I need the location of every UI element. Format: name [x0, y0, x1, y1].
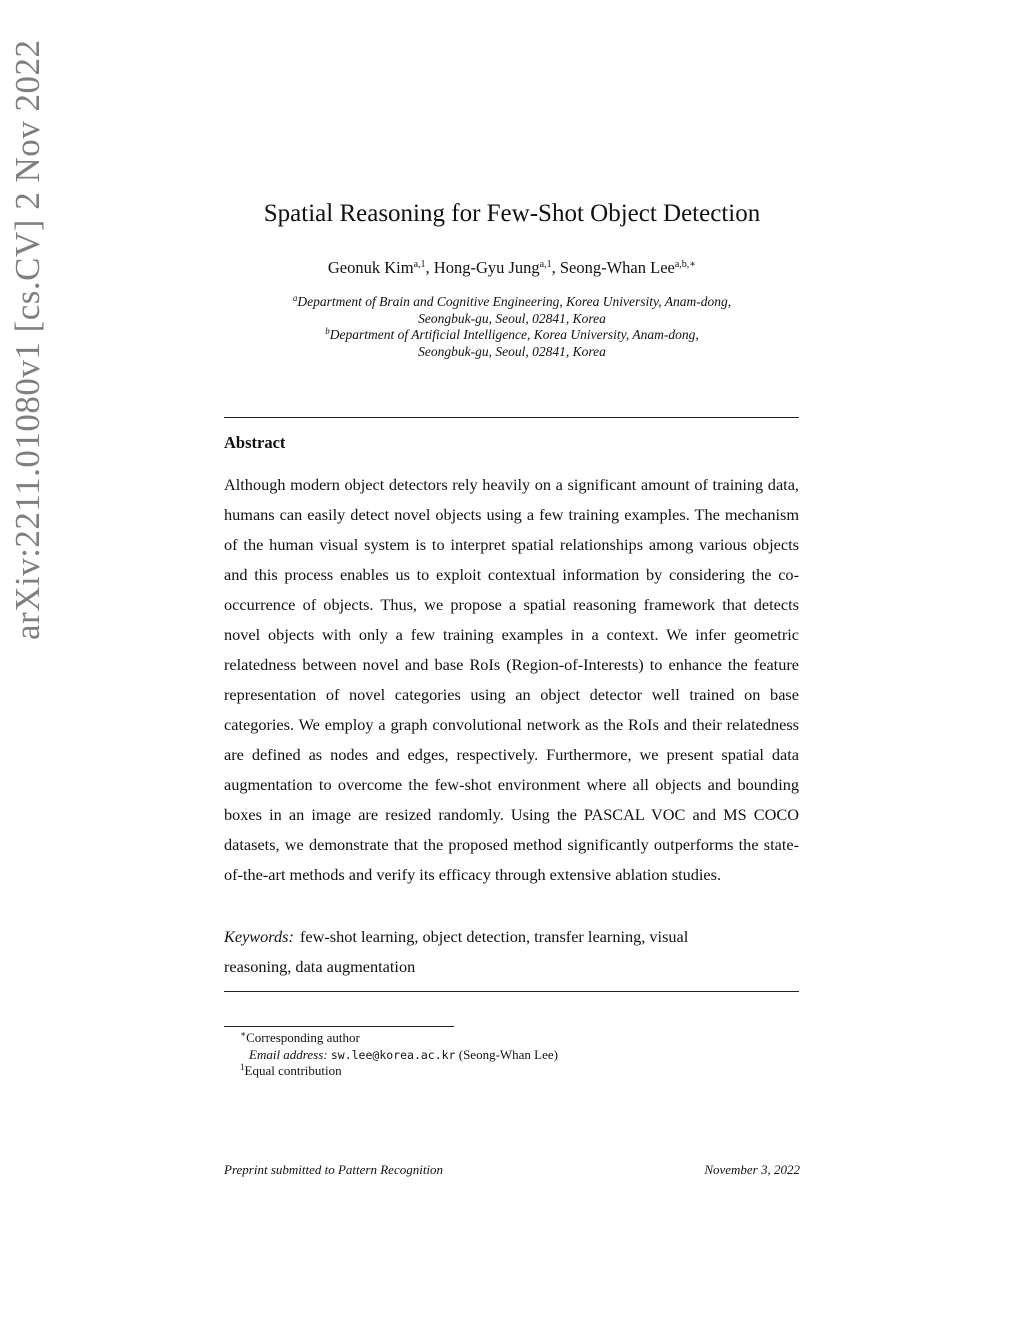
- abstract-text: Although modern object detectors rely heavily on a significant amount of training data, humans can easily detect novel objects using a few training examples. The mechanism of the human visual system is to interpret spatial relationships among various objects and this process enables us to exploit contextual information by considering the co-occurrence of objects. Thus, we propose a spatial reasoning framework that detects novel objects with only a few training examples in a context. We infer geometric relatedness between novel and base RoIs (Region-of-Interests) to enhance the feature representation of novel categories using an object detector well trained on base categories. We employ a graph convolutional network as the RoIs and their relatedness are defined as nodes and edges, respectively. Furthermore, we present spatial data augmentation to overcome the few-shot environment where all objects and bounding boxes in an image are resized randomly. Using the PASCAL VOC and MS COCO datasets, we demonstrate that the proposed method significantly outperforms the state-of-the-art methods and verify its efficacy through extensive ablation studies.: [224, 475, 799, 884]
- footnote-mark: ∗: [240, 1029, 247, 1039]
- keywords-label: Keywords:: [224, 927, 294, 946]
- preprint-date: November 3, 2022: [704, 1162, 800, 1177]
- affiliation-a: [0, 294, 1024, 311]
- footnote-text: Equal contribution: [244, 1063, 342, 1078]
- author-separator: ,: [551, 258, 560, 277]
- abstract-bottom-rule: [224, 991, 799, 992]
- abstract-heading: Abstract: [224, 433, 286, 452]
- author-list: [0, 258, 1024, 278]
- footnote-equal: [240, 1063, 558, 1080]
- arxiv-stamp: arXiv:2211.01080v1 [cs.CV] 2 Nov 2022: [8, 39, 47, 640]
- affiliation-line: Seongbuk-gu, Seoul, 02841, Korea: [418, 310, 606, 326]
- author-marks: a,1: [413, 259, 426, 270]
- author-separator: ,: [425, 258, 434, 277]
- abstract-top-rule: [224, 417, 799, 418]
- footnotes: [240, 1030, 558, 1080]
- preprint-note: Preprint submitted to Pattern Recognition: [224, 1162, 444, 1177]
- author-marks: a,1: [539, 259, 552, 270]
- footnote-email: [240, 1047, 558, 1064]
- affiliation-b: [0, 327, 1024, 344]
- email-owner: (Seong-Whan Lee): [458, 1046, 558, 1062]
- affiliation-line: Department of Brain and Cognitive Engineering, Korea University, Anam-dong,: [297, 294, 732, 309]
- affiliation-mark: b: [325, 326, 330, 336]
- paper-title: Spatial Reasoning for Few-Shot Object Detection: [263, 200, 761, 227]
- keywords: [224, 922, 799, 982]
- footnote-rule: [224, 1026, 454, 1027]
- keywords-text: few-shot learning, object detection, transfer learning, visual: [299, 927, 689, 946]
- keywords-text: reasoning, data augmentation: [224, 957, 416, 976]
- affiliation-mark: a: [292, 293, 298, 303]
- author-name: Hong-Gyu Jung: [433, 258, 540, 277]
- affiliation-line: Seongbuk-gu, Seoul, 02841, Korea: [418, 343, 606, 359]
- footnote-text: Corresponding author: [246, 1030, 360, 1045]
- footnote-mark: 1: [240, 1062, 245, 1072]
- author-name: Geonuk Kim: [327, 258, 414, 277]
- footnote-corresponding: [240, 1030, 558, 1047]
- email-label: Email address:: [249, 1046, 328, 1062]
- email-link[interactable]: sw.lee@korea.ac.kr: [330, 1047, 456, 1062]
- keywords-line: [224, 922, 799, 952]
- affiliation-line: Department of Artificial Intelligence, Korea University, Anam-dong,: [329, 327, 699, 342]
- author-marks: a,b,∗: [674, 259, 697, 270]
- author-name: Seong-Whan Lee: [559, 258, 675, 277]
- affiliations: [0, 294, 1024, 360]
